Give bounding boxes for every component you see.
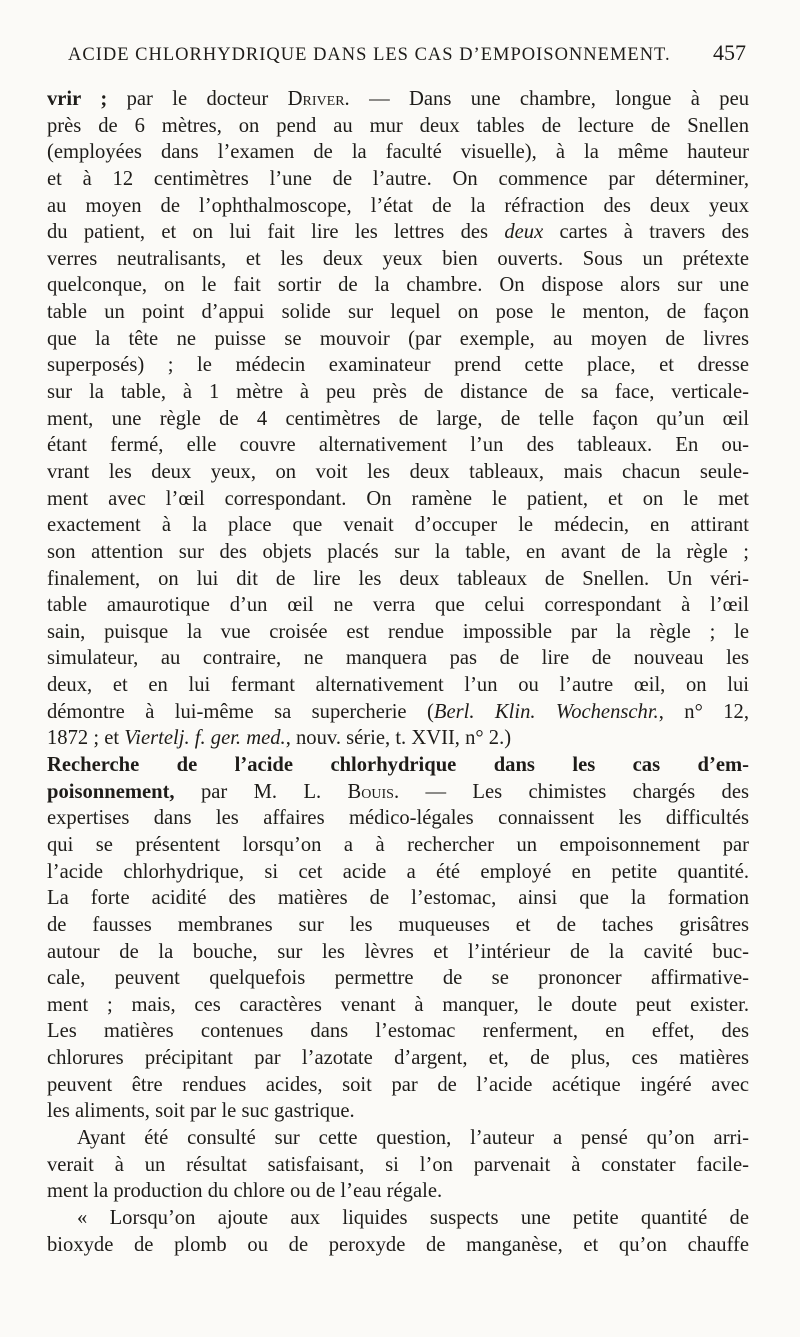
text-line: exactement à la place que venait d’occuper le médecin, en attirant (47, 514, 749, 537)
text-span: par M. L. (174, 780, 348, 803)
text-line: « Lorsqu’on ajoute aux liquides suspects une petite quantité de (77, 1206, 749, 1229)
text-line: (employées dans l’examen de la faculté visuelle), à la même hauteur (47, 141, 749, 164)
author-name: Driver (287, 88, 345, 110)
text-span: , nouv. série, t. XVII, n° 2.) (285, 727, 512, 750)
text-line: sain, puisque la vue croisée est rendue impossible par la règle ; le (47, 620, 749, 643)
text-line: son attention sur des objets placés sur la table, en avant de la règle ; (47, 540, 749, 563)
text-line: table amaurotique d’un œil ne verra que celui correspondant à l’œil (47, 594, 749, 617)
author-name: Bouis (347, 780, 394, 803)
text-line: sur la table, à 1 mètre à peu près de distance de sa face, verticale- (47, 381, 749, 404)
text-line: que la tête ne puisse se mouvoir (par exemple, au moyen de livres (47, 327, 749, 350)
text-line: les aliments, soit par le suc gastrique. (47, 1100, 355, 1123)
text-span: , n° 12, (658, 700, 749, 723)
text-line: vrant les deux yeux, on voit les deux tableaux, mais chacun seule- (47, 460, 749, 483)
text-span: . — Les chimistes chargés des (393, 780, 750, 803)
text-line: verait à un résultat satisfaisant, si l’on parvenait à constater facile- (47, 1153, 749, 1176)
text-line (47, 699, 749, 726)
text-line: étant fermé, elle couvre alternativement l’un des tableaux. En ou- (47, 434, 749, 457)
italic-word: deux (504, 221, 544, 244)
text-line: Les matières contenues dans l’estomac renferment, en effet, des (47, 1020, 749, 1043)
text-line (47, 725, 749, 752)
citation-title: Berl. Klin. Wochenschr. (433, 700, 659, 723)
text-span: 1872 ; et (47, 727, 125, 750)
text-line: ment avec l’œil correspondant. On ramène le patient, et on le met (47, 487, 749, 510)
text-line: quelconque, on le fait sortir de la chambre. On dispose alors sur une (47, 274, 749, 297)
lead-word: vrir ; (47, 88, 108, 110)
text-line (47, 219, 749, 246)
text-line: et à 12 centimètres l’une de l’autre. On commence par déterminer, (47, 167, 749, 190)
text-line: simulateur, au contraire, ne manquera pas de lire de nouveau les (47, 647, 749, 670)
text-line: Ayant été consulté sur cette question, l’auteur a pensé qu’on arri- (77, 1126, 749, 1149)
text-line: qui se présentent lorsqu’on a à rechercher un empoisonnement par (47, 833, 749, 856)
page-number: 457 (713, 40, 746, 65)
text-line: autour de la bouche, sur les lèvres et l’intérieur de la cavité buc- (47, 940, 749, 963)
text-span: par le docteur (107, 88, 288, 110)
text-line: cale, peuvent quelquefois permettre de se prononcer affirmative- (47, 967, 749, 990)
text-line: ment, une règle de 4 centimètres de large, de telle façon qu’un œil (47, 407, 749, 430)
text-line: La forte acidité des matières de l’estomac, ainsi que la formation (47, 887, 749, 910)
text-line: peuvent être rendues acides, soit par de l’acide acétique ingéré avec (47, 1073, 749, 1096)
page-header (68, 40, 746, 66)
text-line (47, 86, 749, 113)
text-line: l’acide chlorhydrique, si cet acide a été employé en petite quantité. (47, 860, 749, 883)
text-line: bioxyde de plomb ou de peroxyde de manganèse, et qu’on chauffe (47, 1233, 749, 1256)
text-line: de fausses membranes sur les muqueuses et de taches grisâtres (47, 913, 749, 936)
text-line: finalement, on lui dit de lire les deux tableaux de Snellen. Un véri- (47, 567, 749, 590)
text-line: ment la production du chlore ou de l’eau régale. (47, 1180, 443, 1203)
text-line (47, 779, 749, 806)
text-line: verres neutralisants, et les deux yeux bien ouverts. Sous un prétexte (47, 247, 749, 270)
section-title-end: poisonnement, (47, 780, 175, 803)
text-line: table un point d’appui solide sur lequel on pose le menton, de façon (47, 301, 749, 324)
text-line: chlorures précipitant par l’azotate d’argent, et, de plus, ces matières (47, 1047, 749, 1070)
text-span: du patient, et on lui fait lire les lettres des (47, 221, 505, 244)
text-line: près de 6 mètres, on pend au mur deux tables de lecture de Snellen (47, 114, 749, 137)
text-line: superposés) ; le médecin examinateur prend cette place, et dresse (47, 354, 749, 377)
text-span: cartes à travers des (543, 221, 749, 244)
text-span: démontre à lui-même sa supercherie ( (47, 700, 434, 723)
text-line: deux, et en lui fermant alternativement l’un ou l’autre œil, on lui (47, 674, 749, 697)
text-span: . — Dans une chambre, longue à peu (344, 88, 750, 110)
citation-title: Viertelj. f. ger. med. (124, 727, 286, 750)
running-title: ACIDE CHLORHYDRIQUE DANS LES CAS D’EMPOISONNEMENT. (68, 45, 671, 65)
section-title: Recherche de l’acide chlorhydrique dans les cas d’em- (47, 754, 749, 777)
body-text (47, 86, 749, 1258)
text-line: au moyen de l’ophthalmoscope, l’état de la réfraction des deux yeux (47, 194, 749, 217)
text-line: expertises dans les affaires médico-légales connaissent les difficultés (47, 807, 749, 830)
text-line: ment ; mais, ces caractères venant à manquer, le doute peut exister. (47, 993, 749, 1016)
